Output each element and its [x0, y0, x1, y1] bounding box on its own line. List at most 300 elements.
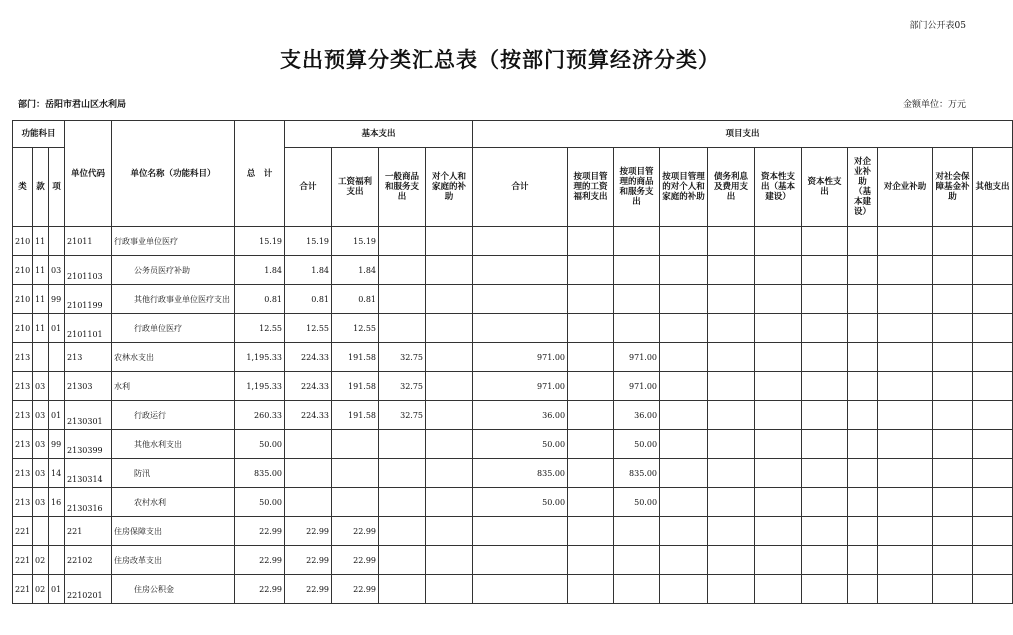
kuan-cell: 11	[33, 285, 49, 314]
project-goods-cell: 36.00	[614, 401, 660, 430]
xiang-cell: 01	[49, 401, 65, 430]
basic-goods-cell: 32.75	[379, 372, 426, 401]
basic-total-cell: 22.99	[285, 517, 332, 546]
table-row	[13, 227, 1013, 256]
project-empty-cell	[802, 227, 848, 256]
basic-family-cell	[426, 459, 473, 488]
total-cell: 0.81	[235, 285, 285, 314]
table-row	[13, 517, 1013, 546]
project-empty-cell	[755, 430, 802, 459]
project-empty-cell	[802, 256, 848, 285]
project-empty-cell	[755, 488, 802, 517]
project-empty-cell	[708, 343, 755, 372]
project-total-cell	[473, 256, 568, 285]
project-sub-header: 资本性支出（基本建设）	[755, 148, 802, 227]
basic-total-cell: 224.33	[285, 401, 332, 430]
unit-name-cell: 行政事业单位医疗	[112, 227, 235, 256]
basic-goods-cell	[379, 256, 426, 285]
project-total-cell: 36.00	[473, 401, 568, 430]
unit-name-cell: 住房保障支出	[112, 517, 235, 546]
lei-cell: 221	[13, 546, 33, 575]
project-empty-cell	[878, 343, 933, 372]
unit-code-cell: 2210201	[65, 575, 112, 604]
project-empty-cell	[933, 401, 973, 430]
project-sub-header: 其他支出	[973, 148, 1013, 227]
unit-code-cell: 2130399	[65, 430, 112, 459]
project-empty-cell	[973, 575, 1013, 604]
department-label: 部门：岳阳市君山区水利局	[18, 100, 127, 110]
total-cell: 15.19	[235, 227, 285, 256]
project-empty-cell	[708, 401, 755, 430]
project-empty-cell	[802, 517, 848, 546]
project-empty-cell	[802, 285, 848, 314]
project-empty-cell	[848, 343, 878, 372]
xiang-cell: 99	[49, 285, 65, 314]
project-empty-cell	[878, 546, 933, 575]
basic-wage-cell: 22.99	[332, 546, 379, 575]
basic-total-cell: 12.55	[285, 314, 332, 343]
project-sub-header: 按项目管理的工资福利支出	[568, 148, 614, 227]
project-sub-header: 资本性支出	[802, 148, 848, 227]
project-empty-cell	[708, 227, 755, 256]
basic-sub-header: 工资福利支出	[332, 148, 379, 227]
project-empty-cell	[878, 285, 933, 314]
project-empty-cell	[660, 459, 708, 488]
project-empty-cell	[802, 372, 848, 401]
project-empty-cell	[878, 459, 933, 488]
project-expense-header: 项目支出	[473, 121, 1013, 148]
unit-name-header: 单位名称（功能科目）	[112, 121, 235, 227]
basic-total-cell: 22.99	[285, 575, 332, 604]
lei-cell: 210	[13, 256, 33, 285]
project-empty-cell	[708, 546, 755, 575]
xiang-cell: 03	[49, 256, 65, 285]
project-empty-cell	[848, 227, 878, 256]
basic-total-cell: 224.33	[285, 372, 332, 401]
unit-name-cell: 公务员医疗补助	[112, 256, 235, 285]
project-empty-cell	[755, 517, 802, 546]
project-total-cell	[473, 546, 568, 575]
project-empty-cell	[933, 256, 973, 285]
project-total-cell	[473, 575, 568, 604]
project-empty-cell	[660, 372, 708, 401]
project-total-cell: 971.00	[473, 343, 568, 372]
basic-goods-cell: 32.75	[379, 343, 426, 372]
total-cell: 22.99	[235, 546, 285, 575]
project-total-cell	[473, 517, 568, 546]
lei-cell: 210	[13, 314, 33, 343]
total-cell: 12.55	[235, 314, 285, 343]
project-goods-cell	[614, 285, 660, 314]
project-empty-cell	[802, 314, 848, 343]
basic-goods-cell	[379, 488, 426, 517]
basic-total-cell	[285, 459, 332, 488]
project-total-cell: 50.00	[473, 488, 568, 517]
project-empty-cell	[755, 575, 802, 604]
table-row	[13, 343, 1013, 372]
xiang-cell: 99	[49, 430, 65, 459]
basic-total-cell: 224.33	[285, 343, 332, 372]
project-empty-cell	[802, 546, 848, 575]
project-empty-cell	[755, 314, 802, 343]
basic-wage-cell: 12.55	[332, 314, 379, 343]
project-empty-cell	[660, 314, 708, 343]
lei-cell: 221	[13, 575, 33, 604]
basic-sub-header: 一般商品和服务支出	[379, 148, 426, 227]
basic-expense-header: 基本支出	[285, 121, 473, 148]
project-empty-cell	[802, 401, 848, 430]
project-sub-header: 对企业补助	[878, 148, 933, 227]
project-empty-cell	[755, 343, 802, 372]
project-empty-cell	[660, 488, 708, 517]
project-empty-cell	[755, 401, 802, 430]
lei-cell: 210	[13, 227, 33, 256]
unit-name-cell: 住房改革支出	[112, 546, 235, 575]
project-empty-cell	[848, 401, 878, 430]
kuan-cell	[33, 517, 49, 546]
project-sub-header: 对社会保障基金补助	[933, 148, 973, 227]
basic-family-cell	[426, 517, 473, 546]
kuan-cell: 03	[33, 372, 49, 401]
unit-code-cell: 221	[65, 517, 112, 546]
table-row	[13, 488, 1013, 517]
project-empty-cell	[660, 430, 708, 459]
project-empty-cell	[933, 314, 973, 343]
project-empty-cell	[660, 285, 708, 314]
project-goods-cell: 50.00	[614, 430, 660, 459]
amount-unit-label: 金额单位：万元	[902, 100, 966, 110]
project-empty-cell	[973, 343, 1013, 372]
project-empty-cell	[660, 575, 708, 604]
project-empty-cell	[878, 488, 933, 517]
unit-code-cell: 2130316	[65, 488, 112, 517]
project-total-cell	[473, 285, 568, 314]
xiang-cell	[49, 517, 65, 546]
project-empty-cell	[933, 372, 973, 401]
project-empty-cell	[848, 488, 878, 517]
project-wage-cell	[568, 546, 614, 575]
unit-name-cell: 住房公积金	[112, 575, 235, 604]
kuan-cell: 11	[33, 314, 49, 343]
lei-header: 类	[13, 148, 33, 227]
project-sub-header: 债务利息及费用支出	[708, 148, 755, 227]
unit-name-cell: 防汛	[112, 459, 235, 488]
project-empty-cell	[848, 256, 878, 285]
project-empty-cell	[660, 517, 708, 546]
unit-code-cell: 2101199	[65, 285, 112, 314]
basic-goods-cell: 32.75	[379, 401, 426, 430]
unit-code-header: 单位代码	[65, 121, 112, 227]
project-wage-cell	[568, 430, 614, 459]
total-cell: 1,195.33	[235, 343, 285, 372]
project-empty-cell	[933, 430, 973, 459]
project-goods-cell	[614, 314, 660, 343]
basic-wage-cell: 0.81	[332, 285, 379, 314]
project-sub-header: 按项目管理的商品和服务支出	[614, 148, 660, 227]
basic-family-cell	[426, 401, 473, 430]
basic-goods-cell	[379, 430, 426, 459]
total-header: 总 计	[235, 121, 285, 227]
basic-wage-cell: 191.58	[332, 343, 379, 372]
xiang-cell: 16	[49, 488, 65, 517]
project-empty-cell	[933, 488, 973, 517]
table-row	[13, 256, 1013, 285]
project-empty-cell	[755, 546, 802, 575]
basic-total-cell	[285, 488, 332, 517]
xiang-cell	[49, 546, 65, 575]
lei-cell: 213	[13, 372, 33, 401]
unit-name-cell: 其他行政事业单位医疗支出	[112, 285, 235, 314]
unit-code-cell: 21011	[65, 227, 112, 256]
project-empty-cell	[660, 401, 708, 430]
project-empty-cell	[878, 314, 933, 343]
func-subject-header: 功能科目	[13, 121, 65, 148]
basic-family-cell	[426, 488, 473, 517]
total-cell: 1.84	[235, 256, 285, 285]
kuan-cell: 02	[33, 575, 49, 604]
basic-family-cell	[426, 575, 473, 604]
form-code: 部门公开表05	[909, 21, 966, 31]
project-empty-cell	[878, 372, 933, 401]
xiang-cell: 01	[49, 314, 65, 343]
unit-code-cell: 22102	[65, 546, 112, 575]
project-empty-cell	[848, 430, 878, 459]
kuan-cell	[33, 343, 49, 372]
project-total-cell: 50.00	[473, 430, 568, 459]
xiang-cell	[49, 227, 65, 256]
project-empty-cell	[802, 459, 848, 488]
unit-code-cell: 213	[65, 343, 112, 372]
project-empty-cell	[848, 546, 878, 575]
total-cell: 22.99	[235, 517, 285, 546]
basic-goods-cell	[379, 546, 426, 575]
project-goods-cell	[614, 256, 660, 285]
total-cell: 835.00	[235, 459, 285, 488]
basic-family-cell	[426, 314, 473, 343]
project-sub-header: 按项目管理的对个人和家庭的补助	[660, 148, 708, 227]
project-empty-cell	[973, 256, 1013, 285]
basic-goods-cell	[379, 285, 426, 314]
basic-family-cell	[426, 430, 473, 459]
project-empty-cell	[755, 372, 802, 401]
unit-name-cell: 其他水利支出	[112, 430, 235, 459]
project-empty-cell	[973, 459, 1013, 488]
project-goods-cell	[614, 227, 660, 256]
basic-family-cell	[426, 343, 473, 372]
kuan-cell: 03	[33, 401, 49, 430]
project-empty-cell	[933, 517, 973, 546]
kuan-header: 款	[33, 148, 49, 227]
project-empty-cell	[933, 546, 973, 575]
table-row	[13, 314, 1013, 343]
project-goods-cell: 835.00	[614, 459, 660, 488]
project-goods-cell	[614, 575, 660, 604]
project-empty-cell	[848, 285, 878, 314]
project-empty-cell	[878, 227, 933, 256]
project-empty-cell	[848, 575, 878, 604]
project-goods-cell	[614, 517, 660, 546]
basic-wage-cell	[332, 488, 379, 517]
basic-family-cell	[426, 546, 473, 575]
project-empty-cell	[802, 430, 848, 459]
project-empty-cell	[973, 285, 1013, 314]
basic-wage-cell	[332, 430, 379, 459]
basic-family-cell	[426, 227, 473, 256]
project-sub-header: 对企业补助（基本建设）	[848, 148, 878, 227]
project-sub-header: 合计	[473, 148, 568, 227]
unit-code-cell: 2130314	[65, 459, 112, 488]
project-goods-cell	[614, 546, 660, 575]
project-goods-cell: 971.00	[614, 343, 660, 372]
project-goods-cell: 971.00	[614, 372, 660, 401]
project-empty-cell	[878, 401, 933, 430]
project-empty-cell	[973, 430, 1013, 459]
project-empty-cell	[878, 256, 933, 285]
lei-cell: 213	[13, 401, 33, 430]
project-empty-cell	[708, 459, 755, 488]
basic-wage-cell: 22.99	[332, 517, 379, 546]
project-empty-cell	[708, 430, 755, 459]
total-cell: 1,195.33	[235, 372, 285, 401]
project-empty-cell	[848, 372, 878, 401]
total-cell: 50.00	[235, 488, 285, 517]
basic-family-cell	[426, 372, 473, 401]
project-empty-cell	[660, 546, 708, 575]
project-wage-cell	[568, 575, 614, 604]
unit-code-cell: 21303	[65, 372, 112, 401]
basic-goods-cell	[379, 314, 426, 343]
project-empty-cell	[973, 546, 1013, 575]
lei-cell: 213	[13, 488, 33, 517]
table-row	[13, 546, 1013, 575]
project-wage-cell	[568, 227, 614, 256]
basic-total-cell: 22.99	[285, 546, 332, 575]
project-empty-cell	[973, 314, 1013, 343]
project-empty-cell	[848, 517, 878, 546]
project-empty-cell	[660, 343, 708, 372]
project-empty-cell	[708, 314, 755, 343]
unit-name-cell: 农林水支出	[112, 343, 235, 372]
project-empty-cell	[802, 575, 848, 604]
table-row	[13, 401, 1013, 430]
project-empty-cell	[973, 488, 1013, 517]
xiang-cell: 01	[49, 575, 65, 604]
xiang-cell	[49, 372, 65, 401]
total-cell: 22.99	[235, 575, 285, 604]
project-wage-cell	[568, 372, 614, 401]
kuan-cell: 11	[33, 256, 49, 285]
basic-wage-cell: 191.58	[332, 401, 379, 430]
kuan-cell: 03	[33, 488, 49, 517]
project-wage-cell	[568, 314, 614, 343]
total-cell: 260.33	[235, 401, 285, 430]
project-empty-cell	[660, 256, 708, 285]
project-wage-cell	[568, 285, 614, 314]
lei-cell: 210	[13, 285, 33, 314]
unit-name-cell: 行政单位医疗	[112, 314, 235, 343]
unit-name-cell: 水利	[112, 372, 235, 401]
project-empty-cell	[933, 459, 973, 488]
basic-total-cell: 0.81	[285, 285, 332, 314]
project-goods-cell: 50.00	[614, 488, 660, 517]
basic-goods-cell	[379, 227, 426, 256]
page-title: 支出预算分类汇总表（按部门预算经济分类）	[280, 48, 720, 72]
project-total-cell	[473, 227, 568, 256]
basic-wage-cell: 1.84	[332, 256, 379, 285]
table-row	[13, 372, 1013, 401]
table-row	[13, 575, 1013, 604]
project-empty-cell	[802, 488, 848, 517]
project-wage-cell	[568, 517, 614, 546]
basic-wage-cell	[332, 459, 379, 488]
project-wage-cell	[568, 488, 614, 517]
project-empty-cell	[973, 372, 1013, 401]
basic-family-cell	[426, 285, 473, 314]
project-empty-cell	[933, 343, 973, 372]
lei-cell: 221	[13, 517, 33, 546]
basic-goods-cell	[379, 575, 426, 604]
project-empty-cell	[878, 575, 933, 604]
project-empty-cell	[933, 227, 973, 256]
project-empty-cell	[755, 459, 802, 488]
table-row	[13, 285, 1013, 314]
xiang-cell: 14	[49, 459, 65, 488]
unit-code-cell: 2101103	[65, 256, 112, 285]
basic-goods-cell	[379, 517, 426, 546]
kuan-cell: 03	[33, 459, 49, 488]
kuan-cell: 11	[33, 227, 49, 256]
xiang-header: 项	[49, 148, 65, 227]
xiang-cell	[49, 343, 65, 372]
project-wage-cell	[568, 401, 614, 430]
total-cell: 50.00	[235, 430, 285, 459]
project-wage-cell	[568, 459, 614, 488]
project-empty-cell	[755, 227, 802, 256]
lei-cell: 213	[13, 459, 33, 488]
kuan-cell: 02	[33, 546, 49, 575]
project-total-cell: 971.00	[473, 372, 568, 401]
project-total-cell: 835.00	[473, 459, 568, 488]
basic-total-cell	[285, 430, 332, 459]
project-total-cell	[473, 314, 568, 343]
lei-cell: 213	[13, 343, 33, 372]
unit-code-cell: 2101101	[65, 314, 112, 343]
project-wage-cell	[568, 343, 614, 372]
project-empty-cell	[973, 517, 1013, 546]
project-empty-cell	[755, 285, 802, 314]
table-row	[13, 459, 1013, 488]
basic-sub-header: 合计	[285, 148, 332, 227]
project-wage-cell	[568, 256, 614, 285]
kuan-cell: 03	[33, 430, 49, 459]
basic-total-cell: 15.19	[285, 227, 332, 256]
project-empty-cell	[973, 227, 1013, 256]
unit-code-cell: 2130301	[65, 401, 112, 430]
project-empty-cell	[755, 256, 802, 285]
budget-table	[12, 120, 1013, 604]
project-empty-cell	[878, 430, 933, 459]
project-empty-cell	[708, 488, 755, 517]
basic-wage-cell: 15.19	[332, 227, 379, 256]
project-empty-cell	[848, 314, 878, 343]
project-empty-cell	[660, 227, 708, 256]
basic-wage-cell: 191.58	[332, 372, 379, 401]
project-empty-cell	[848, 459, 878, 488]
basic-wage-cell: 22.99	[332, 575, 379, 604]
basic-sub-header: 对个人和家庭的补助	[426, 148, 473, 227]
table-row	[13, 430, 1013, 459]
project-empty-cell	[708, 372, 755, 401]
